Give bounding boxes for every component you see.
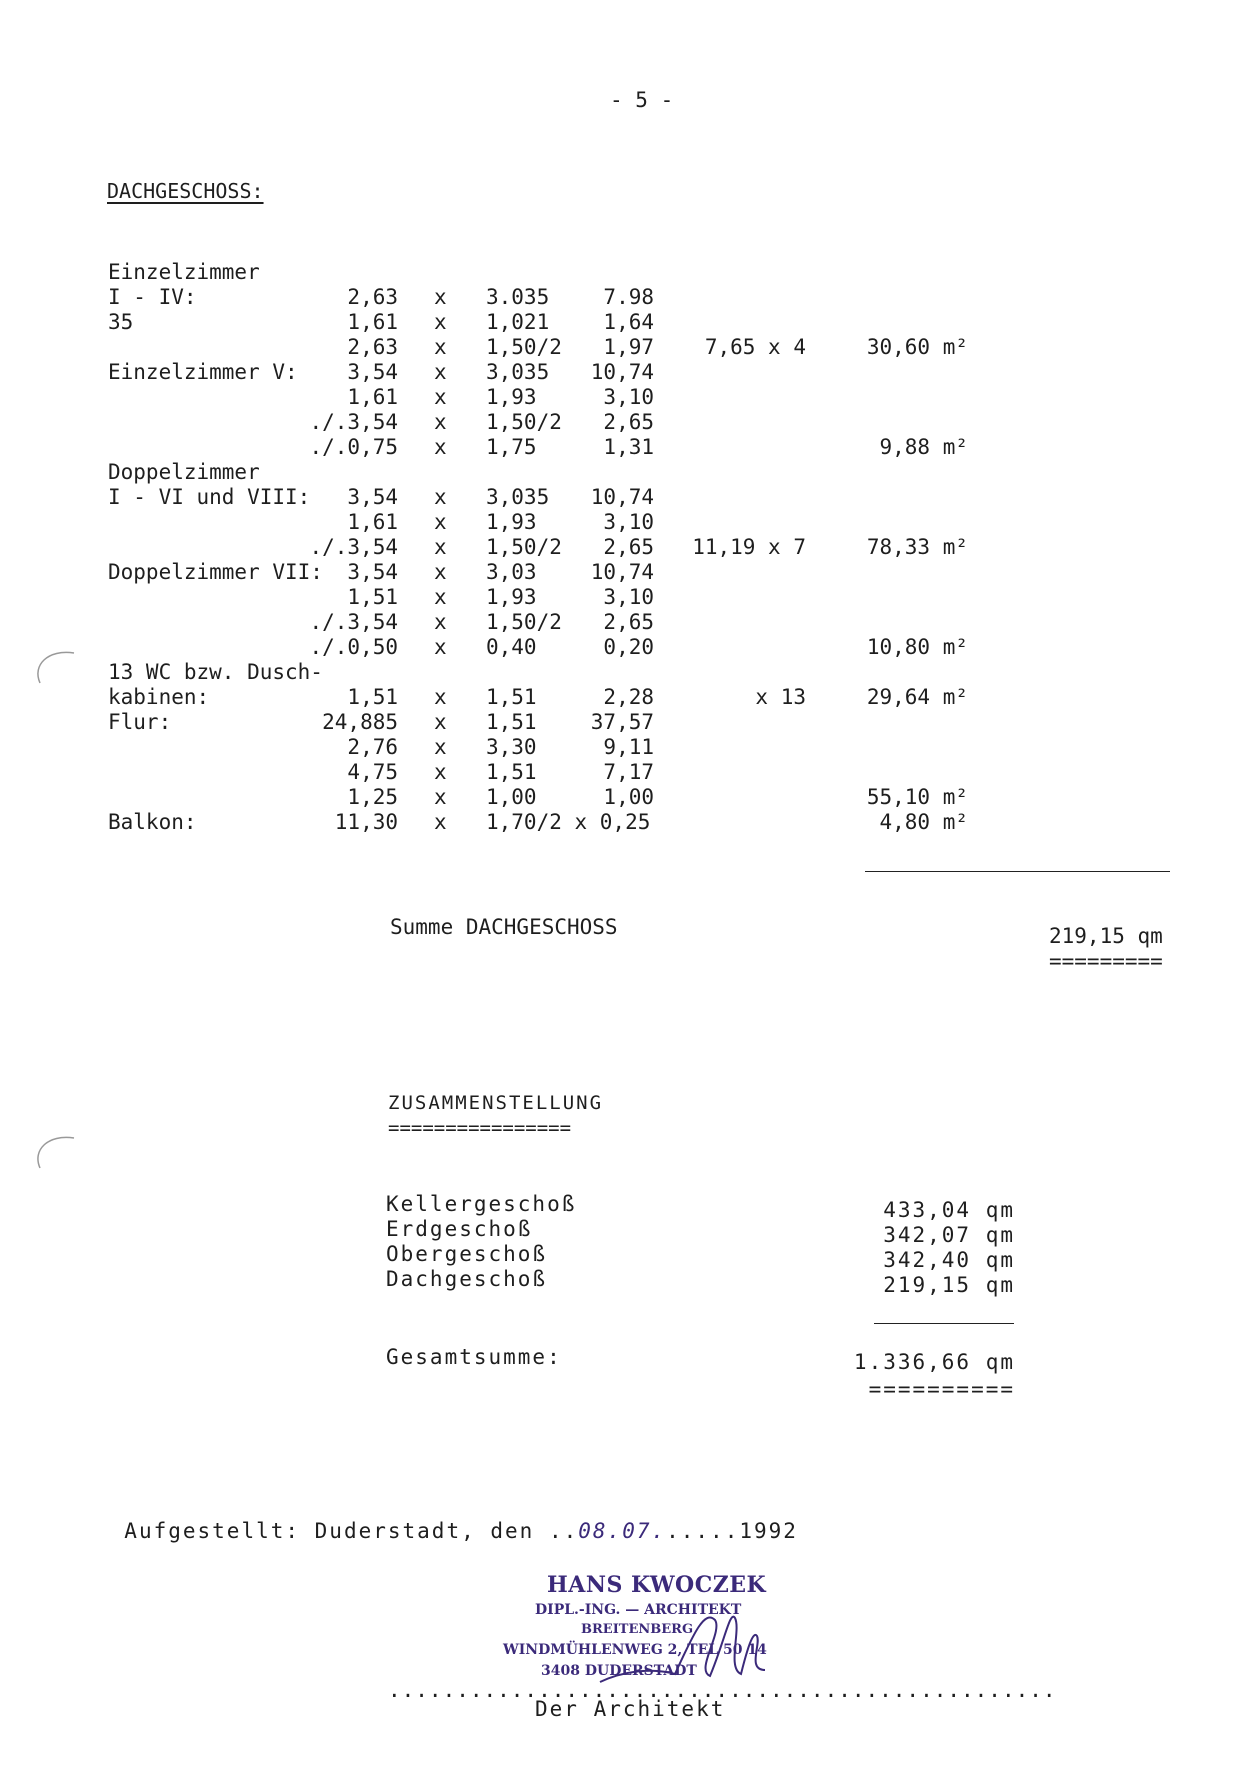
handwritten-signature: [495, 1570, 785, 1690]
row-c: 10,74: [590, 560, 654, 584]
row-c: 7.98: [603, 285, 654, 309]
summary-label: Erdgeschoß: [386, 1217, 533, 1241]
summary-label: Dachgeschoß: [386, 1267, 548, 1291]
aufgestellt-prefix: Aufgestellt: Duderstadt, den: [124, 1519, 535, 1543]
row-a: 1,61: [347, 510, 398, 534]
row-a: ./.3,54: [309, 535, 398, 559]
row-x: x: [434, 585, 447, 609]
row-mult: 7,65 x 4: [704, 335, 806, 359]
row-b: 1,50/2: [486, 535, 562, 559]
summary-rule: [874, 1323, 1014, 1324]
row-x: x: [434, 685, 447, 709]
row-x: x: [434, 335, 447, 359]
row-a: ./.0,75: [309, 435, 398, 459]
section-heading: DACHGESCHOSS:: [107, 179, 264, 203]
row-c: 3,10: [603, 510, 654, 534]
row-a: 3,54: [347, 560, 398, 584]
summary-value: 342,07 qm: [883, 1223, 1015, 1247]
row-total: 10,80 m²: [866, 635, 968, 659]
row-c: 0,20: [603, 635, 654, 659]
row-x: x: [434, 810, 447, 834]
row-a: 24,885: [322, 710, 398, 734]
punch-hole-mark: [30, 645, 80, 685]
row-x: x: [434, 435, 447, 459]
gesamtsumme-double-underline: ==========: [868, 1377, 1015, 1401]
row-b: 1,50/2: [486, 410, 562, 434]
row-x: x: [434, 385, 447, 409]
row-a: ./.3,54: [309, 410, 398, 434]
summary-value: 219,15 qm: [883, 1273, 1015, 1297]
row-x: x: [434, 510, 447, 534]
stamp-address: WINDMÜHLENWEG 2, TEL 50 14: [503, 1642, 767, 1658]
row-x: x: [434, 635, 447, 659]
row-total: 78,33 m²: [866, 535, 968, 559]
row-x: x: [434, 360, 447, 384]
signature-dotted-line: .................................................: [388, 1678, 1057, 1702]
gesamtsumme-value: 1.336,66 qm: [853, 1350, 1015, 1374]
row-b: 3,30: [486, 735, 537, 759]
row-x: x: [434, 410, 447, 434]
row-b: 1,93: [486, 585, 537, 609]
summary-value: 342,40 qm: [883, 1248, 1015, 1272]
row-c: 3,10: [603, 585, 654, 609]
row-x: x: [434, 285, 447, 309]
row-b: 1,75: [486, 435, 537, 459]
zusammenstellung-heading: ZUSAMMENSTELLUNG: [388, 1092, 604, 1114]
row-x: x: [434, 310, 447, 334]
row-c: 1,64: [603, 310, 654, 334]
summe-double-underline: =========: [1049, 949, 1163, 973]
row-a: 11,30: [334, 810, 398, 834]
row-label: 13 WC bzw. Dusch-: [108, 660, 323, 684]
row-b: 1,51: [486, 685, 537, 709]
row-a: ./.3,54: [309, 610, 398, 634]
stamp-title: DIPL.-ING. — ARCHITEKT: [535, 1602, 742, 1618]
totals-rule: [865, 871, 1170, 872]
stamp-name: HANS KWOCZEK: [547, 1572, 767, 1598]
row-label: Einzelzimmer V:: [108, 360, 298, 384]
row-x: x: [434, 610, 447, 634]
row-label: Einzelzimmer: [108, 260, 260, 284]
row-c: 7,17: [603, 760, 654, 784]
row-c: 2,28: [603, 685, 654, 709]
row-x: x: [434, 760, 447, 784]
row-x: x: [434, 710, 447, 734]
row-b: 1,93: [486, 385, 537, 409]
row-b: 3,035: [486, 485, 550, 509]
row-a: ./.0,50: [309, 635, 398, 659]
row-b: 1,51: [486, 710, 537, 734]
date-year: 1992: [739, 1519, 798, 1543]
row-label: 35: [108, 310, 134, 334]
row-a: 3,54: [347, 485, 398, 509]
summe-label: Summe DACHGESCHOSS: [390, 915, 618, 939]
row-a: 3,54: [347, 360, 398, 384]
row-b: 1,021: [486, 310, 550, 334]
row-label: Balkon:: [108, 810, 197, 834]
zusammenstellung-underline: ================: [388, 1117, 572, 1139]
row-x: x: [434, 785, 447, 809]
row-b: 3,03: [486, 560, 537, 584]
row-c: 37,57: [590, 710, 654, 734]
row-label: I - VI und VIII:: [108, 485, 311, 509]
row-x: x: [434, 735, 447, 759]
row-a: 2,63: [347, 335, 398, 359]
row-c: 9,11: [603, 735, 654, 759]
row-total: 29,64 m²: [866, 685, 968, 709]
aufgestellt-line: [95, 1500, 798, 1542]
row-x: x: [434, 485, 447, 509]
row-a: 4,75: [347, 760, 398, 784]
handwritten-date: 08.07.: [578, 1519, 667, 1543]
punch-hole-mark: [30, 1130, 80, 1170]
summary-label: Kellergeschoß: [386, 1192, 577, 1216]
summary-label: Obergeschoß: [386, 1242, 548, 1266]
row-b: 1,00: [486, 785, 537, 809]
row-b: 3.035: [486, 285, 550, 309]
gesamtsumme-label: Gesamtsumme:: [386, 1345, 562, 1369]
row-c: 2,65: [603, 610, 654, 634]
row-a: 1,61: [347, 310, 398, 334]
row-x: x: [434, 535, 447, 559]
stamp-city: 3408 DUDERSTADT: [541, 1663, 697, 1679]
row-label: Doppelzimmer VII:: [108, 560, 323, 584]
row-c: 1,00: [603, 785, 654, 809]
row-a: 1,51: [347, 685, 398, 709]
row-c: 2,65: [603, 410, 654, 434]
row-a: 2,63: [347, 285, 398, 309]
row-mult: 11,19 x 7: [692, 535, 806, 559]
summe-value: 219,15 qm: [1049, 924, 1163, 948]
row-a: 1,61: [347, 385, 398, 409]
row-total: 4,80 m²: [879, 810, 968, 834]
row-b: 1,93: [486, 510, 537, 534]
date-dots: .....: [666, 1519, 740, 1543]
row-b: 1,51: [486, 760, 537, 784]
architect-stamp: [495, 1570, 785, 1690]
row-b: 1,50/2: [486, 335, 562, 359]
row-b: 1,50/2: [486, 610, 562, 634]
row-c: 3,10: [603, 385, 654, 409]
row-a: 1,25: [347, 785, 398, 809]
row-total: 9,88 m²: [879, 435, 968, 459]
signature-caption: Der Architekt: [535, 1697, 726, 1721]
row-c: 10,74: [590, 485, 654, 509]
row-c: 1,97: [603, 335, 654, 359]
row-a: 2,76: [347, 735, 398, 759]
row-b: 1,70/2 x 0,25: [486, 810, 651, 834]
page-number: - 5 -: [610, 88, 674, 112]
row-label: kabinen:: [108, 685, 210, 709]
row-b: 0,40: [486, 635, 537, 659]
row-a: 1,51: [347, 585, 398, 609]
row-c: 10,74: [590, 360, 654, 384]
row-label: I - IV:: [108, 285, 197, 309]
row-mult: x 13: [755, 685, 806, 709]
row-label: Flur:: [108, 710, 172, 734]
row-c: 2,65: [603, 535, 654, 559]
row-b: 3,035: [486, 360, 550, 384]
row-c: 1,31: [603, 435, 654, 459]
date-dots: ..: [548, 1519, 579, 1543]
summary-value: 433,04 qm: [883, 1198, 1015, 1222]
row-total: 30,60 m²: [866, 335, 968, 359]
stamp-line3: BREITENBERG: [581, 1622, 694, 1637]
row-total: 55,10 m²: [866, 785, 968, 809]
row-x: x: [434, 560, 447, 584]
row-label: Doppelzimmer: [108, 460, 260, 484]
